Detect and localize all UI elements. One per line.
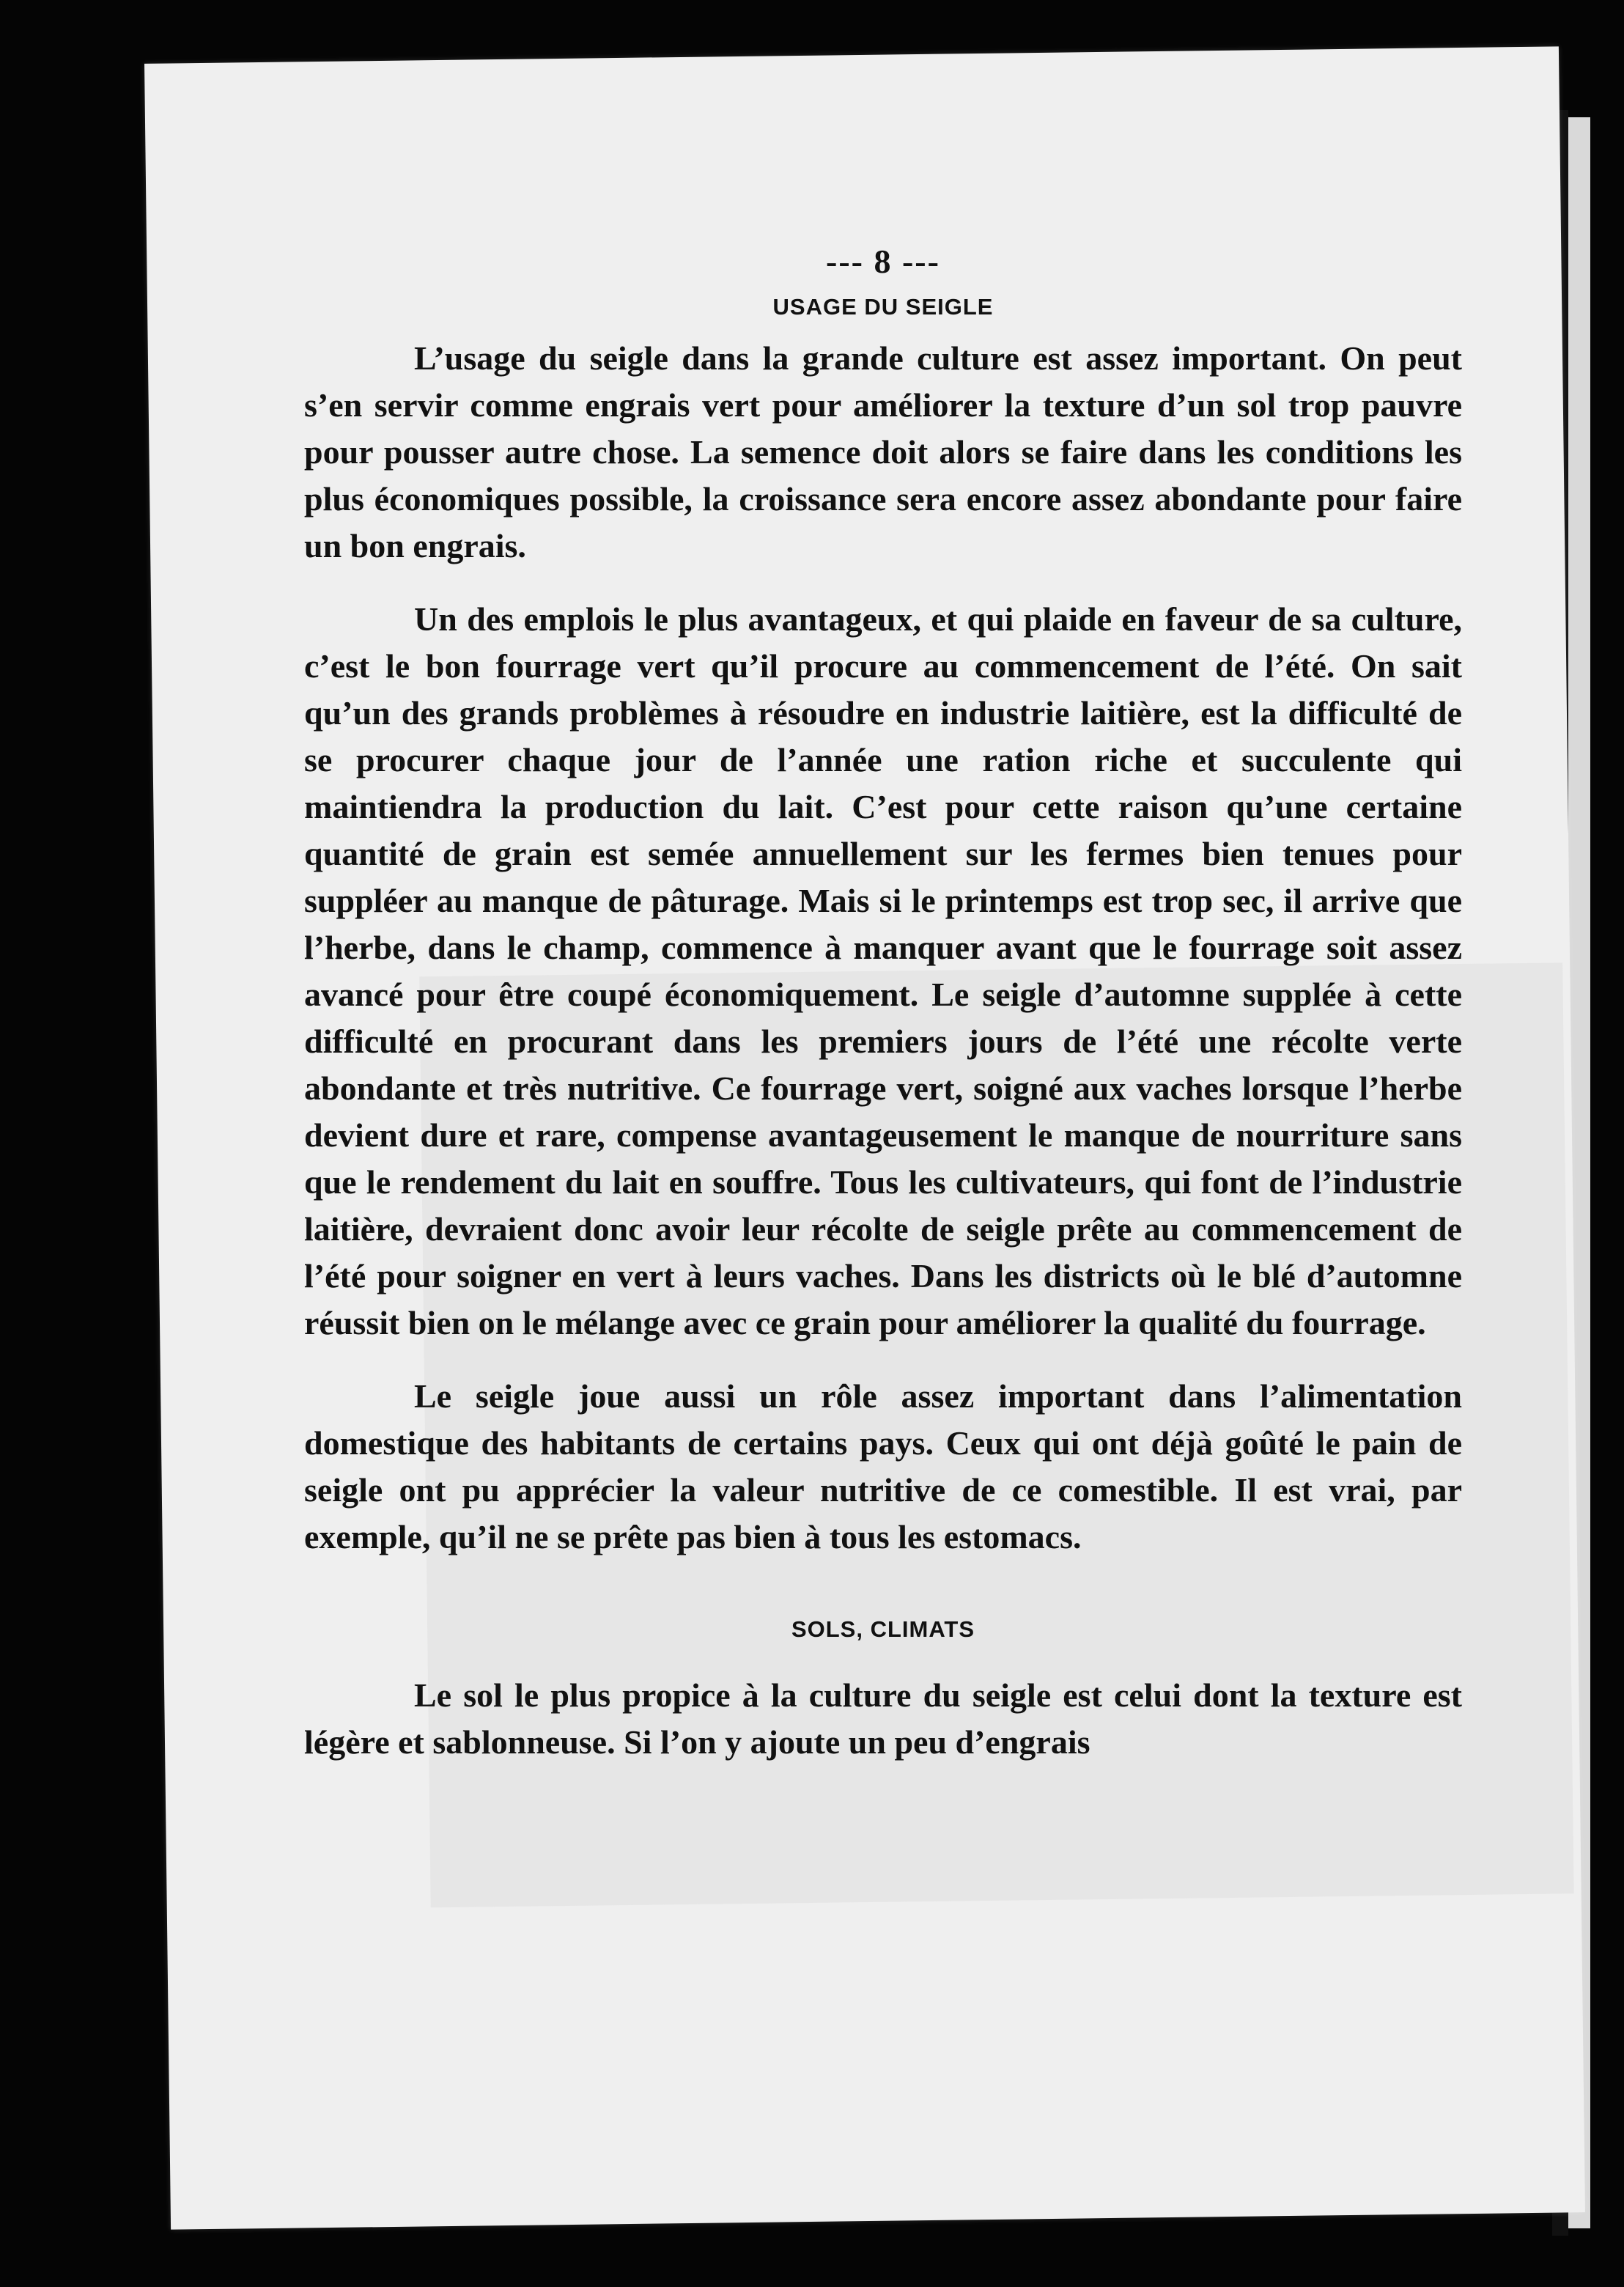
paragraph: L’usage du seigle dans la grande culture est assez important. On peut s’en servir comme engrais vert pour améliorer la texture d’un sol trop pauvre pour pousser autre chose. La semence doit alors se faire dans les conditions les plus économiques possible, la croissance sera encore assez abondante pour faire un bon engrais. <box>304 339 1462 564</box>
paragraph: Le seigle joue aussi un rôle assez important dans l’alimentation domestique des habitants de certains pays. Ceux qui ont déjà goûté le pain de seigle ont pu apprécier la valeur nutritive de ce comestible. Il est vrai, par exemple, qu’il ne se prête pas bien à tous les estomacs. <box>304 1377 1462 1555</box>
section-heading-sols: SOLS, CLIMATS <box>791 1616 975 1642</box>
page-content <box>304 242 1462 1792</box>
page-number: --- 8 --- <box>826 243 940 280</box>
paragraph: Un des emplois le plus avantageux, et qui plaide en faveur de sa culture, c’est le bon fourrage vert qu’il procure au commencement de l’été. On sait qu’un des grands problèmes à résoudre en industrie laitière, est la difficulté de se procurer chaque jour de l’année une ration riche et succulente qui maintiendra la production du lait. C’est pour cette raison qu’une certaine quantité de grain est semée annuellement sur les fermes bien tenues pour suppléer au manque de pâturage. Mais si le printemps est trop sec, il arrive que l’herbe, dans le champ, commence à manquer avant que le fourrage soit assez avancé pour être coupé économiquement. Le seigle d’automne supplée à cette difficulté en procurant dans les premiers jours de l’été une récolte verte abondante et très nutritive. Ce fourrage vert, soigné aux vaches lorsque l’herbe devient dure et rare, compense avantageusement le manque de nourriture sans que le rendement du lait en souffre. Tous les cultivateurs, qui font de l’industrie laitière, devraient donc avoir leur récolte de seigle prête au commencement de l’été pour soigner en vert à leurs vaches. Dans les districts où le blé d’automne réussit bien on le mélange avec ce grain pour améliorer la qualité du fourrage. <box>304 600 1462 1341</box>
section-heading-usage: USAGE DU SEIGLE <box>772 294 994 320</box>
paragraph: Le sol le plus propice à la culture du seigle est celui dont la texture est légère et sablonneuse. Si l’on y ajoute un peu d’engrais <box>304 1676 1462 1761</box>
